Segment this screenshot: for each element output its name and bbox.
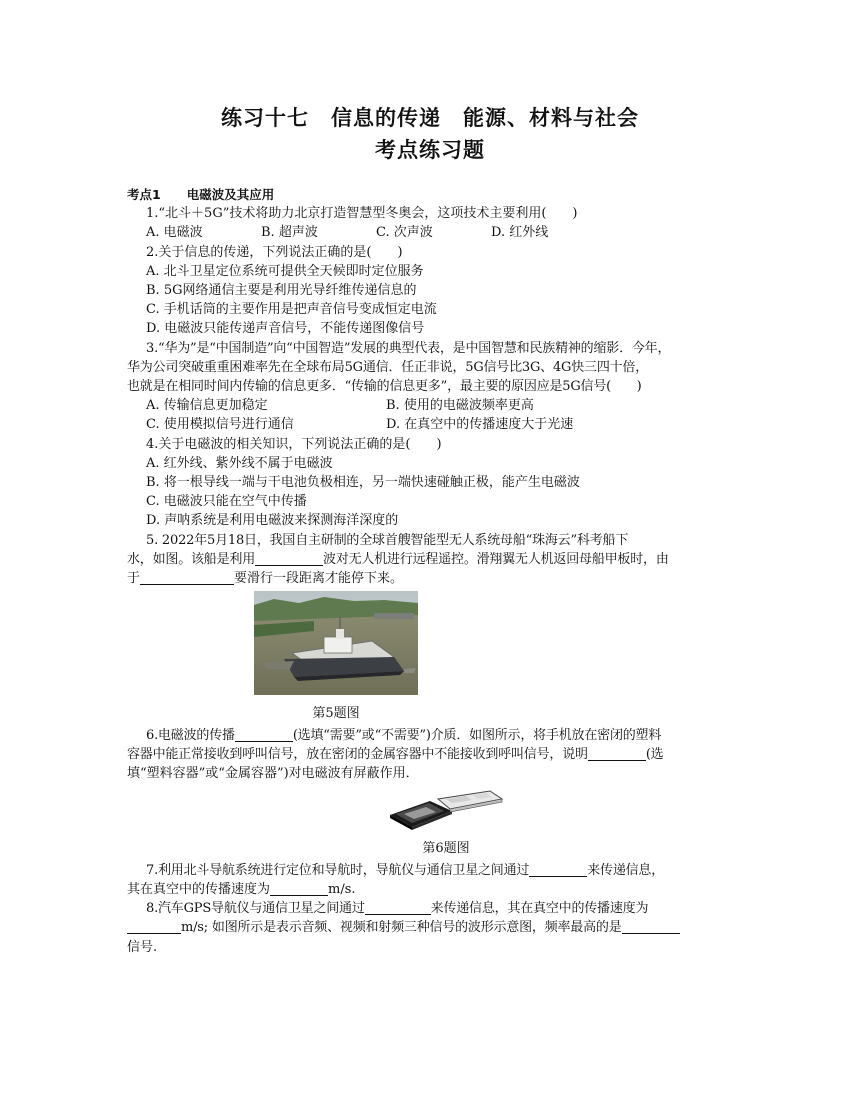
q5-line1: 5. 2022年5月18日，我国自主研制的全球首艘智能型无人系统母船“珠海云”科考船下 bbox=[146, 532, 629, 548]
q6-text: 容器中能正常接收到呼叫信号，放在密闭的金属容器中不能接收到呼叫信号，说明 bbox=[127, 746, 588, 762]
q5-text: 要滑行一段距离才能停下来。 bbox=[234, 571, 404, 587]
q7-text: m/s. bbox=[328, 881, 356, 897]
q6-figure bbox=[386, 787, 506, 858]
q1-option-b: B. 超声波 bbox=[261, 225, 318, 241]
q2-stem: 2.关于信息的传递，下列说法正确的是( ) bbox=[146, 244, 403, 260]
q6-answer-blank-1[interactable] bbox=[235, 727, 293, 742]
q4-stem: 4.关于电磁波的相关知识，下列说法正确的是( ) bbox=[146, 436, 442, 452]
q5-line3 bbox=[127, 569, 737, 588]
q5-answer-blank-2[interactable] bbox=[140, 570, 234, 585]
section-label: 考点1 bbox=[127, 187, 161, 202]
q2-option-b: B. 5G网络通信主要是利用光导纤维传递信息的 bbox=[146, 283, 417, 299]
q2-option-c: C. 手机话筒的主要作用是把声音信号变成恒定电流 bbox=[146, 302, 437, 318]
q1-option-a: A. 电磁波 bbox=[146, 225, 203, 241]
q5-figure bbox=[254, 591, 418, 723]
q2-option-a: A. 北斗卫星定位系统可提供全天候即时定位服务 bbox=[146, 263, 424, 279]
q8-line2 bbox=[127, 918, 737, 937]
q3-option-d: D. 在真空中的传播速度大于光速 bbox=[386, 417, 574, 433]
q8-answer-blank-3[interactable] bbox=[622, 919, 680, 934]
q8-line3: 信号. bbox=[127, 939, 158, 955]
q5-figure-caption: 第5题图 bbox=[312, 706, 360, 722]
q3-option-a: A. 传输信息更加稳定 bbox=[146, 398, 268, 414]
q3-line3: 也就是在相同时间内传输的信息更多．“传输的信息更多”，最主要的原因应是5G信号( ) bbox=[127, 379, 642, 395]
q5-answer-blank-1[interactable] bbox=[255, 551, 323, 566]
q7-line2 bbox=[127, 880, 737, 899]
page-title: 练习十七 信息的传递 能源、材料与社会 bbox=[221, 106, 639, 130]
q7-text: 7.利用北斗导航系统进行定位和导航时，导航仪与通信卫星之间通过 bbox=[146, 862, 530, 878]
q7-answer-blank-2[interactable] bbox=[270, 881, 328, 896]
q3-line2: 华为公司突破重重困难率先在全球布局5G通信．任正非说，5G信号比3G、4G快三四十倍， bbox=[127, 359, 649, 375]
q5-text: 波对无人机进行远程遥控。滑翔翼无人机返回母船甲板时，由 bbox=[323, 551, 669, 567]
q1-option-d: D. 红外线 bbox=[491, 225, 549, 241]
q3-options-row2 bbox=[127, 415, 737, 434]
q6-line3: 填“塑料容器”或“金属容器”)对电磁波有屏蔽作用． bbox=[127, 766, 419, 782]
q6-answer-blank-2[interactable] bbox=[588, 746, 646, 761]
q6-text: (选 bbox=[645, 746, 664, 762]
q1-option-c: C. 次声波 bbox=[376, 225, 433, 241]
q6-text: 6.电磁波的传播 bbox=[146, 727, 235, 743]
q5-text: 水，如图。该船是利用 bbox=[127, 551, 256, 567]
q8-answer-blank-1[interactable] bbox=[365, 900, 431, 915]
q3-line1: 3.“华为”是“中国制造”向“中国智造”发展的典型代表，是中国智慧和民族精神的缩影．今年， bbox=[146, 340, 671, 356]
q8-line1 bbox=[127, 899, 737, 918]
q8-answer-blank-2[interactable] bbox=[127, 919, 181, 934]
question-list bbox=[127, 185, 737, 957]
q7-text: 其在真空中的传播速度为 bbox=[127, 881, 271, 897]
q6-figure-caption: 第6题图 bbox=[422, 841, 470, 857]
q4-option-b: B. 将一根导线一端与干电池负极相连，另一端快速碰触正极，能产生电磁波 bbox=[146, 475, 580, 491]
container-phone-illustration bbox=[386, 787, 506, 831]
q7-text: 来传递信息， bbox=[587, 862, 665, 878]
q7-answer-blank-1[interactable] bbox=[529, 862, 587, 877]
q1-stem: 1.“北斗＋5G”技术将助力北京打造智慧型冬奥会，这项技术主要利用( ) bbox=[146, 206, 578, 222]
page-subtitle: 考点练习题 bbox=[375, 138, 485, 162]
q2-option-d: D. 电磁波只能传递声音信号，不能传递图像信号 bbox=[146, 321, 425, 337]
q3-options-row1 bbox=[127, 396, 737, 415]
q3-option-c: C. 使用模拟信号进行通信 bbox=[146, 417, 294, 433]
q8-text: 来传递信息，其在真空中的传播速度为 bbox=[430, 901, 649, 917]
q4-option-d: D. 声呐系统是利用电磁波来探测海洋深度的 bbox=[146, 513, 399, 529]
q4-option-c: C. 电磁波只能在空气中传播 bbox=[146, 494, 307, 510]
section-name: 电磁波及其应用 bbox=[186, 187, 275, 202]
q3-option-b: B. 使用的电磁波频率更高 bbox=[386, 398, 534, 414]
q7-line1 bbox=[127, 861, 737, 880]
q6-line2 bbox=[127, 745, 737, 764]
q6-text: (选填“需要”或“不需要”)介质．如图所示，将手机放在密闭的塑料 bbox=[292, 727, 662, 743]
q8-text: m/s; 如图所示是表示音频、视频和射频三种信号的波形示意图，频率最高的是 bbox=[181, 920, 622, 936]
ship-photo bbox=[254, 591, 418, 695]
section-heading bbox=[127, 185, 737, 204]
q6-line1 bbox=[127, 726, 737, 745]
q5-line2 bbox=[127, 550, 737, 569]
q5-text: 于 bbox=[127, 571, 141, 587]
q4-option-a: A. 红外线、紫外线不属于电磁波 bbox=[146, 455, 333, 471]
q8-text: 8.汽车GPS导航仪与通信卫星之间通过 bbox=[146, 901, 365, 917]
q1-options bbox=[127, 223, 737, 242]
